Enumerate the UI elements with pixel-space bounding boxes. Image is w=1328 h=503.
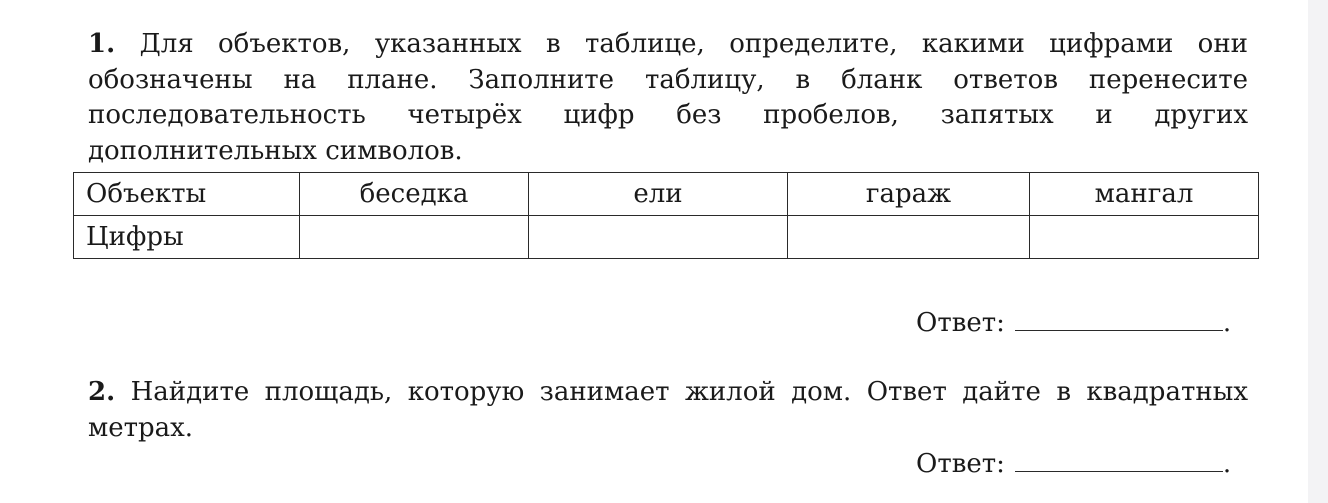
row-label-digits: Цифры (74, 216, 300, 259)
answer-label: Ответ: (916, 449, 1005, 479)
task-2-number: 2. (88, 377, 116, 407)
digit-cell[interactable] (529, 216, 788, 259)
answer-line[interactable] (1015, 449, 1223, 472)
column-header: беседка (300, 173, 529, 216)
task-1-answer (916, 308, 1231, 338)
answer-line[interactable] (1015, 308, 1223, 331)
task-1-number: 1. (88, 29, 116, 59)
column-header: ели (529, 173, 788, 216)
answer-end: . (1222, 308, 1232, 338)
column-header: гараж (788, 173, 1030, 216)
task-2-statement (88, 375, 1248, 446)
digit-cell[interactable] (300, 216, 529, 259)
row-label-objects: Объекты (74, 173, 300, 216)
page-edge (1308, 0, 1328, 503)
digit-cell[interactable] (1030, 216, 1259, 259)
task-1-statement (88, 27, 1248, 169)
table-row-digits (74, 216, 1259, 259)
objects-table (73, 172, 1259, 259)
table-row-objects (74, 173, 1259, 216)
task-1-text: Для объектов, указанных в таблице, определите, какими цифрами они обозначены на плане. Заполните таблицу, в бланк ответов перенесите последовательность четырёх цифр без пробелов, запятых и других дополнительных символов. (88, 29, 1248, 166)
answer-label: Ответ: (916, 308, 1005, 338)
digit-cell[interactable] (788, 216, 1030, 259)
task-2-answer (916, 449, 1231, 479)
column-header: мангал (1030, 173, 1259, 216)
answer-end: . (1222, 449, 1232, 479)
task-2-text: Найдите площадь, которую занимает жилой дом. Ответ дайте в квадратных метрах. (88, 377, 1249, 443)
